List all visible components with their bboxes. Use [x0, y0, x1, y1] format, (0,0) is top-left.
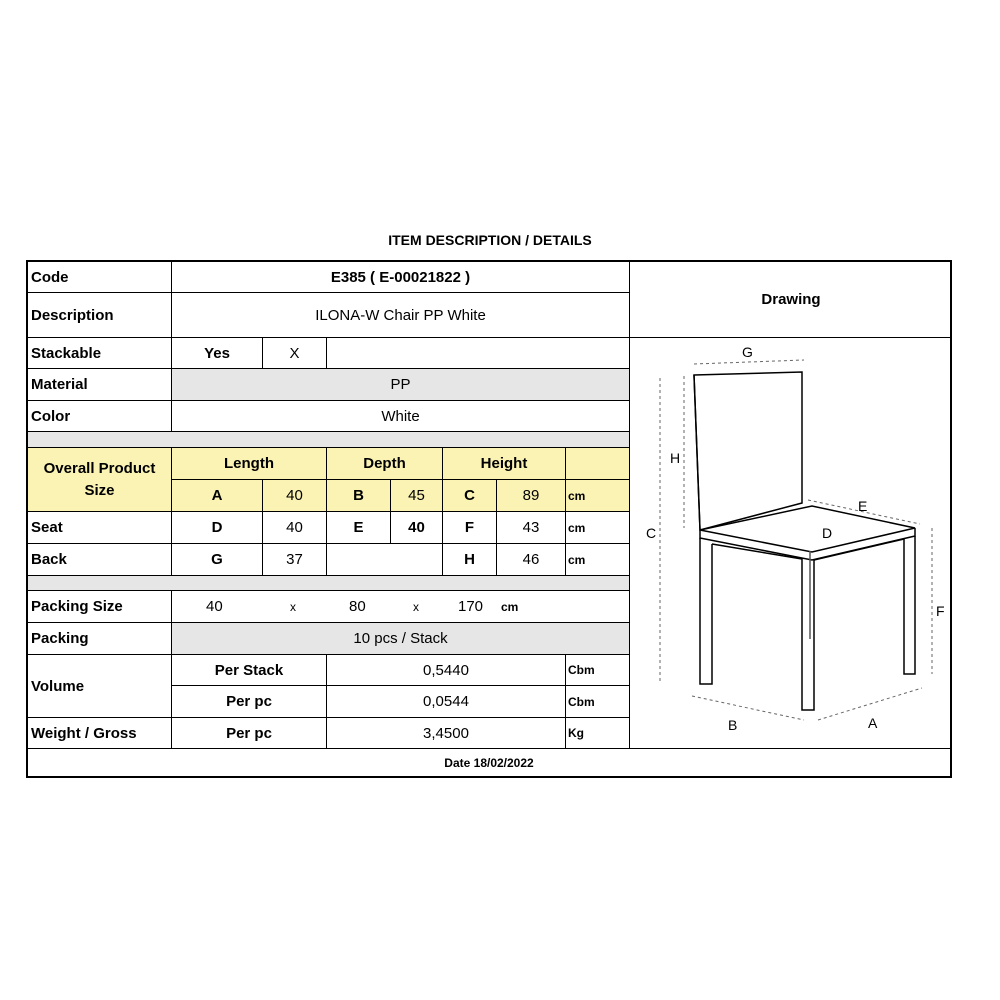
packing-size-a: 40: [206, 598, 223, 615]
sheet-title: ITEM DESCRIPTION / DETAILS: [388, 232, 592, 248]
chair-seat: [700, 506, 915, 552]
packing-size-unit: cm: [501, 599, 519, 614]
volume-per-pc-label: Per pc: [172, 686, 327, 718]
seat-height-letter: F: [443, 512, 497, 544]
description-value: ILONA-W Chair PP White: [172, 293, 630, 338]
packing-value: 10 pcs / Stack: [172, 623, 630, 655]
material-value: PP: [172, 369, 630, 401]
stackable-empty: [327, 338, 630, 369]
chair-leg: [904, 536, 915, 674]
color-value: White: [172, 401, 630, 432]
volume-label: Volume: [28, 655, 172, 718]
chair-backrest: [694, 372, 802, 530]
overall-unit: cm: [566, 480, 630, 512]
volume-per-stack-unit: Cbm: [566, 655, 630, 686]
material-label: Material: [28, 369, 172, 401]
drawing-letter-h: H: [670, 450, 681, 466]
back-height-letter: H: [443, 544, 497, 576]
drawing-header: Drawing: [630, 262, 952, 338]
packing-size-label: Packing Size: [28, 591, 172, 623]
back-length-letter: G: [172, 544, 263, 576]
weight-value: 3,4500: [327, 718, 566, 749]
spacer-row: [28, 576, 630, 591]
code-value: E385 ( E-00021822 ): [172, 262, 630, 293]
seat-length-value: 40: [263, 512, 327, 544]
description-label: Description: [28, 293, 172, 338]
code-label: Code: [28, 262, 172, 293]
drawing-letter-a: A: [868, 715, 878, 731]
seat-unit: cm: [566, 512, 630, 544]
overall-size-label: Overall Product Size: [28, 448, 172, 512]
drawing-letter-e: E: [858, 498, 868, 514]
unit-header-empty: [566, 448, 630, 480]
weight-per-pc-label: Per pc: [172, 718, 327, 749]
packing-size-c: 170: [458, 598, 484, 615]
back-label: Back: [28, 544, 172, 576]
stackable-label: Stackable: [28, 338, 172, 369]
volume-per-stack-label: Per Stack: [172, 655, 327, 686]
height-header: Height: [443, 448, 566, 480]
overall-depth-value: 45: [391, 480, 443, 512]
overall-height-value: 89: [497, 480, 566, 512]
overall-length-value: 40: [263, 480, 327, 512]
dim-line-g: [694, 360, 804, 364]
seat-height-value: 43: [497, 512, 566, 544]
depth-header: Depth: [327, 448, 443, 480]
back-depth-empty: [327, 544, 443, 576]
stackable-yes: Yes: [172, 338, 263, 369]
overall-depth-letter: B: [327, 480, 391, 512]
chair-drawing: [632, 338, 952, 748]
packing-size-b: 80: [349, 598, 366, 615]
packing-size-value: [172, 591, 630, 623]
volume-per-pc-unit: Cbm: [566, 686, 630, 718]
seat-length-letter: D: [172, 512, 263, 544]
packing-size-x1: x: [290, 599, 296, 614]
weight-label: Weight / Gross: [28, 718, 172, 749]
seat-depth-letter: E: [327, 512, 391, 544]
dim-line-b: [692, 696, 804, 720]
weight-unit: Kg: [566, 718, 630, 749]
drawing-letter-g: G: [742, 344, 753, 360]
drawing-letter-f: F: [936, 603, 945, 619]
date-footer: Date 18/02/2022: [444, 755, 534, 770]
drawing-letter-d: D: [822, 525, 833, 541]
spacer-row: [28, 432, 630, 448]
volume-per-pc-value: 0,0544: [327, 686, 566, 718]
packing-size-x2: x: [413, 599, 419, 614]
packing-label: Packing: [28, 623, 172, 655]
drawing-letter-c: C: [646, 525, 657, 541]
back-length-value: 37: [263, 544, 327, 576]
chair-leg: [700, 538, 712, 684]
back-unit: cm: [566, 544, 630, 576]
chair-drawing-svg: [632, 338, 952, 748]
stackable-mark: X: [263, 338, 327, 369]
details-table: [26, 260, 952, 778]
overall-height-letter: C: [443, 480, 497, 512]
color-label: Color: [28, 401, 172, 432]
drawing-letter-b: B: [728, 717, 738, 733]
back-height-value: 46: [497, 544, 566, 576]
volume-per-stack-value: 0,5440: [327, 655, 566, 686]
seat-depth-value: 40: [391, 512, 443, 544]
length-header: Length: [172, 448, 327, 480]
seat-label: Seat: [28, 512, 172, 544]
chair-leg: [802, 558, 814, 710]
overall-length-letter: A: [172, 480, 263, 512]
